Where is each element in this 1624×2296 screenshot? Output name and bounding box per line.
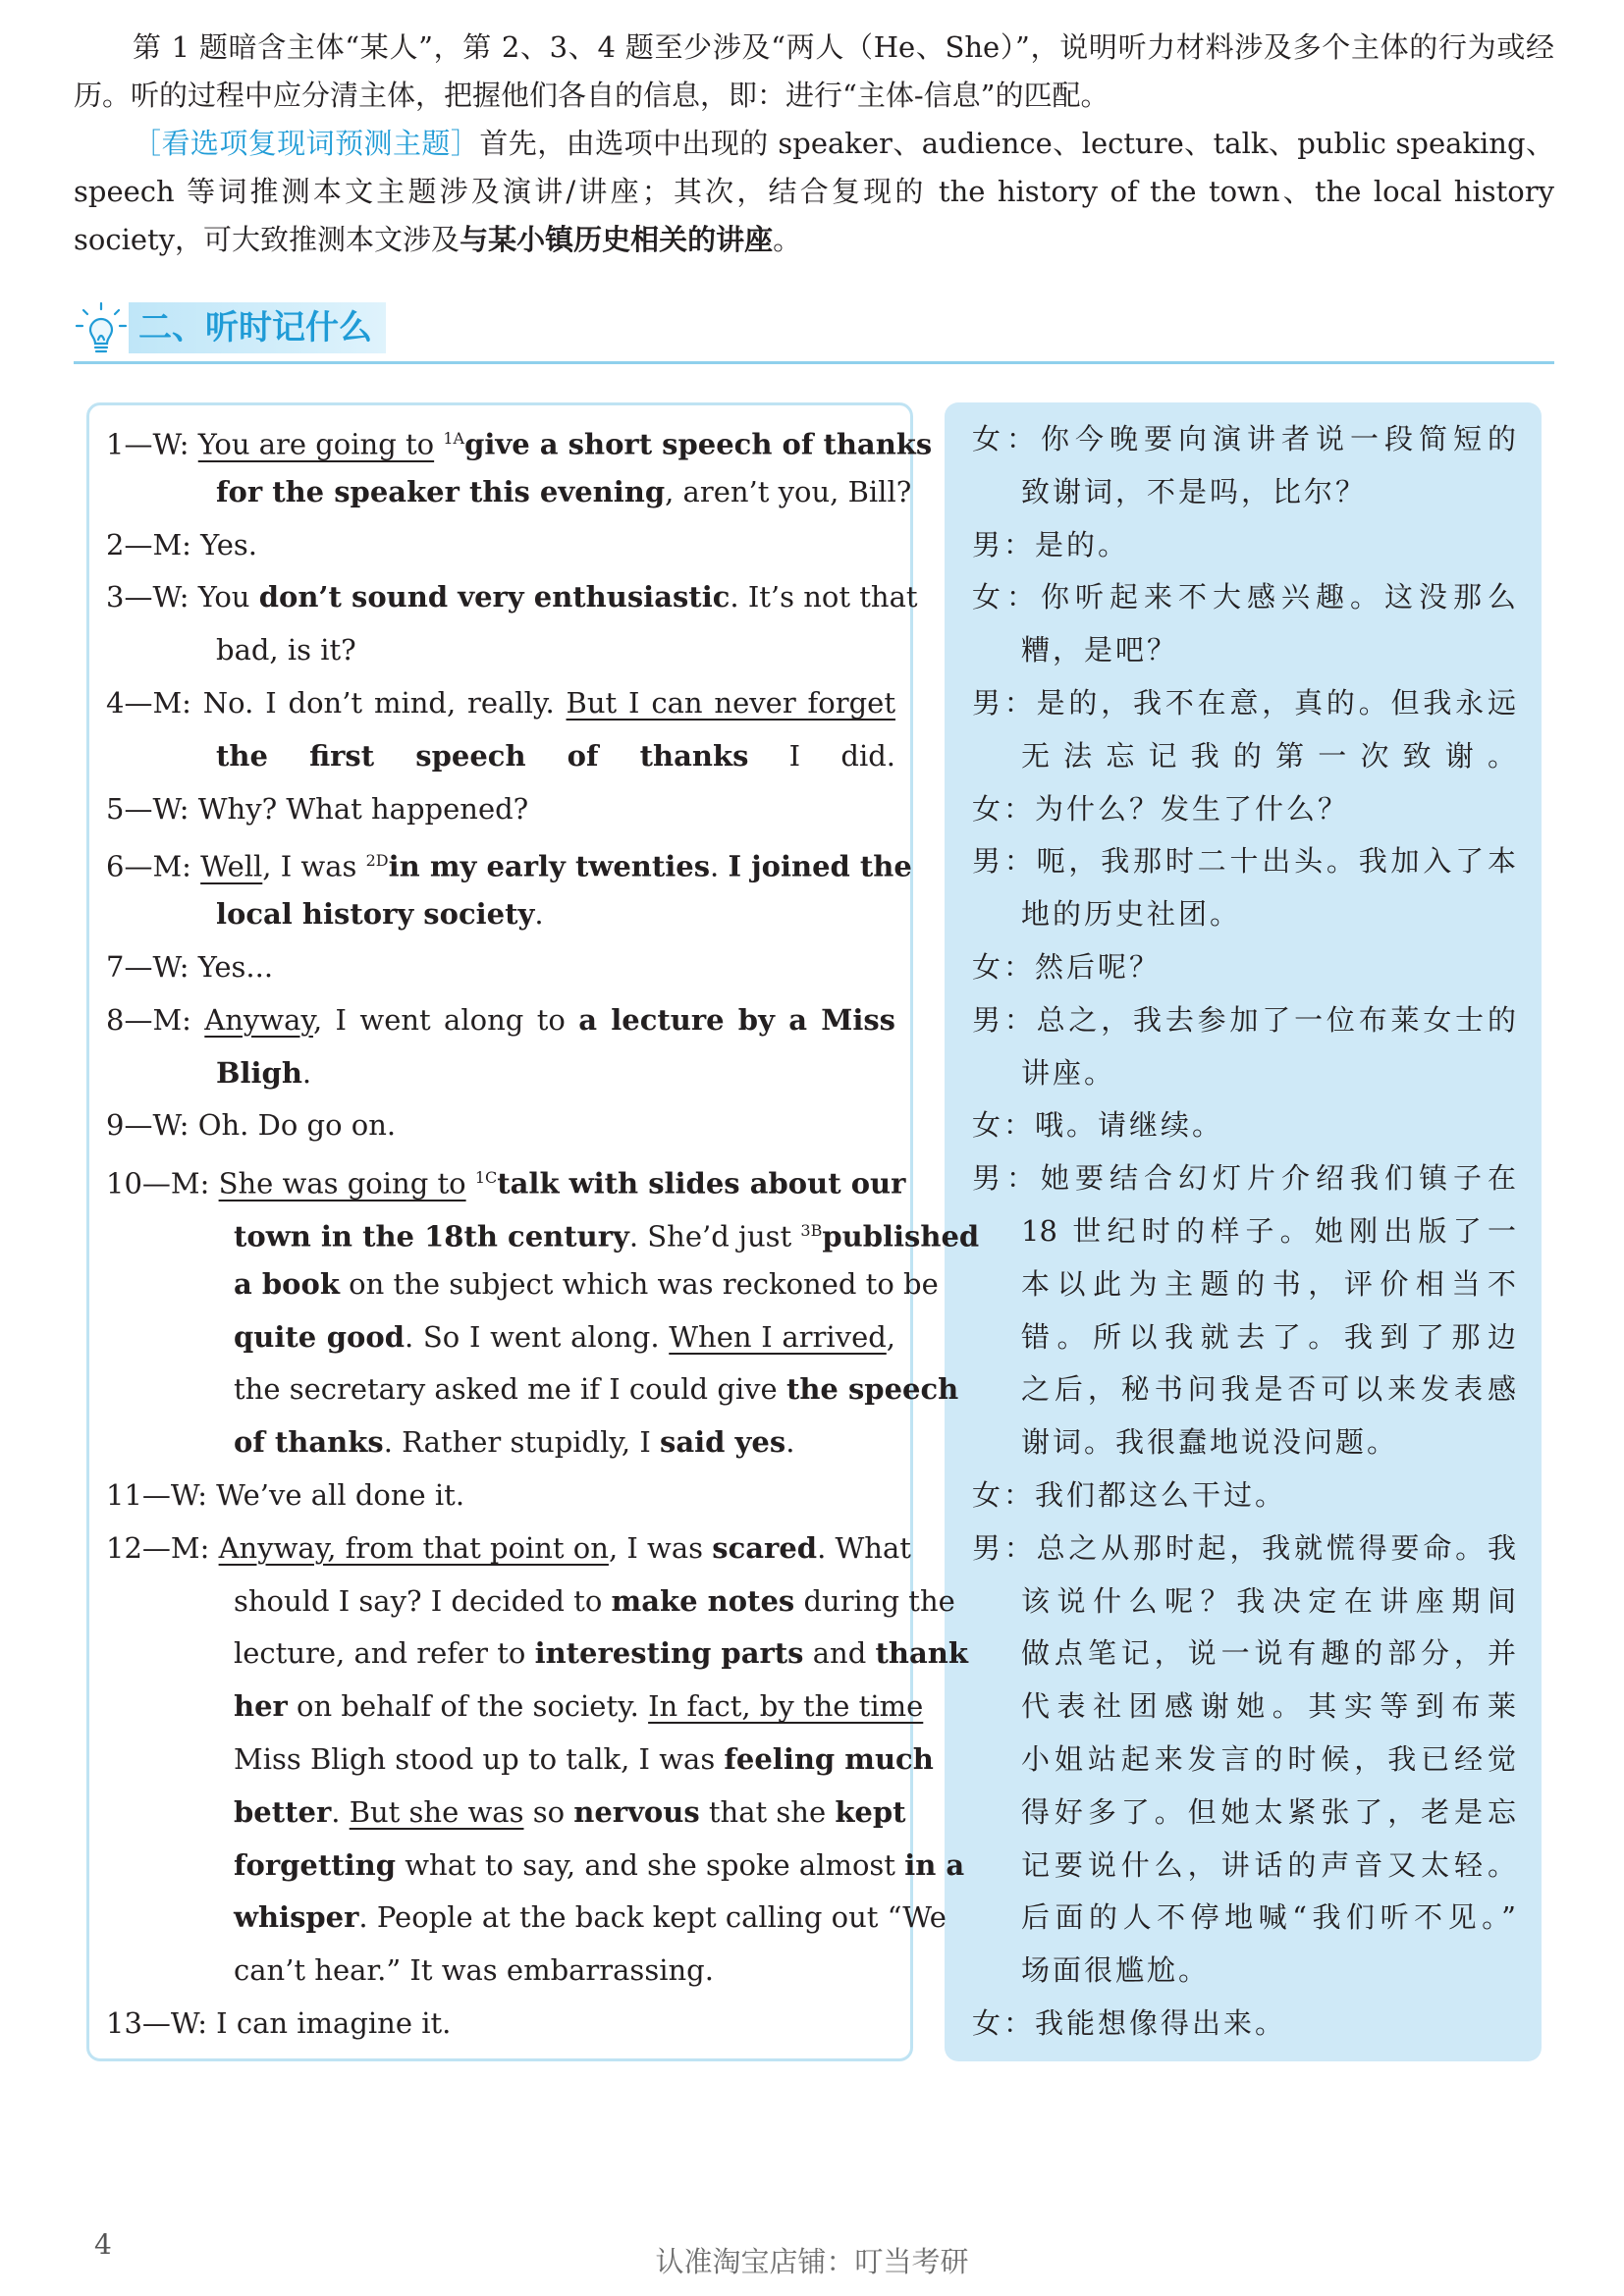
key-phrase: local history society (216, 897, 535, 932)
transcript-line (106, 1997, 451, 2050)
translation-line: 小姐站起来发言的时候，我已经觉 (1021, 1742, 1516, 1776)
transcript-line (106, 1098, 396, 1151)
transcript-line (234, 1786, 906, 1839)
question-ref-tag: 1C (474, 1168, 498, 1188)
transcript-text: 6—M: (106, 850, 201, 884)
intro (74, 24, 1554, 264)
signal-phrase: Anyway (204, 1002, 313, 1037)
intro-paragraph-2 (74, 120, 1554, 264)
transcript-text: , (886, 1319, 896, 1354)
key-phrase: for the speaker this evening (216, 474, 666, 508)
transcript-line (106, 1151, 906, 1204)
translation-line: 女：哦。请继续。 (972, 1108, 1224, 1143)
transcript-line (234, 1627, 968, 1680)
signal-phrase: Anyway, from that point on (218, 1530, 609, 1565)
signal-phrase: But she was (349, 1794, 524, 1829)
translation-line: 谢词。我很蠢地说没问题。 (1021, 1425, 1399, 1460)
transcript-line (234, 1839, 965, 1892)
translation-line: 本以此为主题的书，评价相当不 (1021, 1266, 1516, 1301)
transcript-line (106, 676, 895, 729)
transcript-line (216, 887, 544, 940)
key-phrase: thank (875, 1636, 968, 1671)
key-phrase: a lecture by a Miss (578, 1002, 895, 1037)
transcript-text: 5—W: Why? What happened? (106, 791, 529, 826)
key-phrase: said yes (660, 1425, 786, 1460)
translation-line: 糟，是吧？ (1021, 633, 1179, 667)
transcript-text: lecture, and refer to (234, 1636, 535, 1671)
signal-phrase: In fact, by the time (648, 1689, 924, 1724)
translation-line: 女：你今晚要向演讲者说一段简短的 (972, 422, 1516, 455)
transcript-text: . People at the back kept calling out “We (358, 1900, 947, 1935)
section-title: 二、听时记什么 (129, 302, 386, 353)
transcript-text: the secretary asked me if I could give (234, 1372, 786, 1407)
transcript-text: 2—M: Yes. (106, 527, 258, 561)
intro-p2-end: 。 (773, 223, 802, 256)
transcript-text: on the subject which was reckoned to be (339, 1266, 939, 1301)
key-phrase: quite good (234, 1319, 406, 1354)
transcript-text: , aren’t you, Bill? (665, 474, 912, 508)
transcript-text: 10—M: (106, 1166, 219, 1201)
translation-line: 女：然后呢？ (972, 950, 1162, 984)
transcript-line (234, 1204, 980, 1257)
translation-line: 男：总之从那时起，我就慌得要命。我 (972, 1530, 1516, 1565)
transcript-text: 13—W: I can imagine it. (106, 2006, 452, 2040)
translation-line: 男：呃，我那时二十出头。我加入了本 (972, 844, 1516, 879)
translation-line: 该说什么呢？我决定在讲座期间 (1021, 1583, 1516, 1618)
signal-phrase: She was going to (218, 1166, 466, 1201)
transcript-line (234, 1733, 934, 1786)
page-number: 4 (94, 2228, 112, 2261)
transcript-line (106, 1468, 464, 1522)
transcript-text: . (331, 1794, 350, 1829)
key-phrase: in my early twenties (388, 850, 711, 884)
key-phrase: the first speech of thanks (216, 738, 749, 773)
key-phrase: make notes (611, 1583, 795, 1618)
lightbulb-icon (74, 300, 129, 359)
transcript-text: and (803, 1636, 876, 1671)
intro-p2-bold: 与某小镇历史相关的讲座 (460, 223, 774, 256)
translation-line: 错。所以我就去了。我到了那边 (1021, 1319, 1516, 1354)
translation-line: 女：我们都这么干过。 (972, 1478, 1287, 1512)
transcript-line (234, 1415, 794, 1468)
key-phrase: talk with slides about our (497, 1166, 906, 1201)
translation-line: 致谢词，不是吗，比尔？ (1021, 474, 1368, 508)
key-phrase: I joined the (728, 850, 912, 884)
transcript-text: 8—M: (106, 1002, 205, 1037)
key-phrase: nervous (573, 1794, 700, 1829)
transcript-line (234, 1680, 924, 1733)
transcript-line (216, 1046, 311, 1099)
intro-p2-text: 首先，由选项中出现的 speaker、audience、lecture、talk、public speaking、speech 等词推测本文主题涉及演讲/讲座；其次，结合复现的 the history of the town、the local history society，可大致推测本文涉及 (74, 127, 1554, 256)
transcript-text: on behalf of the society. (287, 1689, 649, 1724)
key-phrase: the speech (785, 1372, 959, 1407)
signal-phrase: You are going to (197, 427, 435, 461)
transcript-text: Miss Bligh stood up to talk, I was (234, 1742, 725, 1776)
key-phrase: whisper (234, 1900, 359, 1935)
translation-line: 后面的人不停地喊“我们听不见。” (1021, 1900, 1516, 1935)
key-phrase: scared (712, 1530, 818, 1565)
translation-line: 代表社团感谢她。其实等到布莱 (1021, 1689, 1516, 1724)
key-phrase: feeling much (724, 1742, 934, 1776)
transcript-text: 1—W: (106, 427, 198, 461)
transcript-text: . So I went along. (405, 1319, 670, 1354)
transcript-line (216, 623, 356, 676)
transcript-text: . (710, 850, 729, 884)
key-phrase: don’t sound very enthusiastic (258, 580, 731, 614)
key-phrase: of thanks (234, 1425, 384, 1460)
key-phrase: better (234, 1794, 332, 1829)
transcript-text: . What (817, 1530, 911, 1565)
transcript-line (106, 782, 528, 835)
transcript-text: 7—W: Yes... (106, 950, 274, 984)
translation-line: 得好多了。但她太紧张了，老是忘 (1021, 1794, 1516, 1829)
transcript-text: 12—M: (106, 1530, 219, 1565)
translation-line: 男：是的，我不在意，真的。但我永远 (972, 686, 1516, 720)
transcript-line (234, 1362, 959, 1415)
intro-paragraph-1: 第 1 题暗含主体“某人”，第 2、3、4 题至少涉及“两人（He、She）”，说明听力材料涉及多个主体的行为或经历。听的过程中应分清主体，把握他们各自的信息，即：进行“主体-信息”的匹配。 (74, 30, 1554, 112)
transcript-text: , I was (262, 850, 366, 884)
signal-phrase: When I arrived (669, 1319, 887, 1354)
translation-line: 无法忘记我的第一次致谢。 (1021, 738, 1516, 773)
section-header (74, 300, 1554, 364)
transcript-text: that she (699, 1794, 836, 1829)
transcript-line (106, 993, 895, 1046)
key-phrase: kept (835, 1794, 906, 1829)
transcript-text: . Rather stupidly, I (383, 1425, 661, 1460)
translation-line: 场面很尴尬。 (1021, 1953, 1211, 1988)
translation-line: 之后，秘书问我是否可以来发表感 (1021, 1372, 1516, 1407)
transcript-line (106, 1522, 911, 1575)
translation-line: 讲座。 (1021, 1055, 1116, 1090)
key-phrase: a book (234, 1266, 340, 1301)
transcript-text: . She’d just (628, 1219, 801, 1254)
transcript-text: . It’s not that (730, 580, 918, 614)
transcript-line (234, 1944, 714, 1997)
key-phrase: her (234, 1689, 288, 1724)
transcript-text: , I was (608, 1530, 713, 1565)
translation-line: 记要说什么，讲话的声音又太轻。 (1021, 1847, 1516, 1882)
signal-phrase: Well (200, 850, 263, 884)
tip-tag: ［看选项复现词预测主题］ (133, 127, 480, 160)
question-ref-tag: 1A (443, 429, 465, 448)
transcript-line (106, 834, 912, 887)
translation-line: 地的历史社团。 (1021, 897, 1242, 932)
key-phrase: interesting parts (534, 1636, 804, 1671)
transcript-text: 11—W: We’ve all done it. (106, 1478, 465, 1512)
translation-line: 女：我能想像得出来。 (972, 2006, 1287, 2040)
transcript-line (106, 412, 933, 465)
transcript-text: 3—W: You (106, 580, 259, 614)
transcript-text: bad, is it? (216, 633, 356, 667)
transcript-text: what to say, and she spoke almost (396, 1847, 905, 1882)
transcript-line (234, 1575, 955, 1628)
transcript-line (234, 1310, 895, 1363)
translation-line: 女：你听起来不大感兴趣。这没那么 (972, 580, 1516, 614)
key-phrase: give a short speech of thanks (464, 427, 933, 461)
transcript-line (106, 518, 257, 571)
key-phrase: forgetting (234, 1847, 396, 1882)
transcript-text: I did. (748, 738, 895, 773)
translation-line: 男：她要结合幻灯片介绍我们镇子在 (972, 1161, 1516, 1196)
transcript-text: so (523, 1794, 574, 1829)
transcript-text: can’t hear.” It was embarrassing. (234, 1953, 714, 1988)
transcript-text: . (785, 1425, 795, 1460)
footer-watermark: 认准淘宝店铺：叮当考研 (655, 2245, 969, 2278)
question-ref-tag: 2D (365, 851, 389, 871)
translation-line: 18 世纪时的样子。她刚出版了一 (1021, 1214, 1516, 1248)
translation-line: 男：总之，我去参加了一位布莱女士的 (972, 1002, 1516, 1037)
transcript-text: . (534, 897, 544, 932)
transcript-text: should I say? I decided to (234, 1583, 612, 1618)
transcript-line (216, 729, 895, 782)
key-phrase: town in the 18th century (234, 1219, 629, 1254)
translation-line: 男：是的。 (972, 527, 1130, 561)
transcript-line (106, 940, 273, 993)
transcript-text: 4—M: No. I don’t mind, really. (106, 686, 567, 720)
transcript-text: , I went along to (312, 1002, 579, 1037)
transcript-line (106, 570, 918, 623)
transcript-line (234, 1257, 939, 1310)
key-phrase: in a (904, 1847, 965, 1882)
translation-line: 做点笔记，说一说有趣的部分，并 (1021, 1636, 1516, 1671)
transcript-text (434, 428, 443, 461)
transcript-line (234, 1891, 947, 1944)
signal-phrase: But I can never forget (566, 686, 895, 720)
translation-line: 女：为什么？发生了什么？ (972, 791, 1350, 826)
transcript-text (466, 1167, 475, 1201)
key-phrase: Bligh (216, 1055, 302, 1090)
transcript-text: during the (794, 1583, 955, 1618)
question-ref-tag: 3B (800, 1221, 823, 1240)
key-phrase: published (822, 1219, 980, 1254)
transcript-text: . (301, 1055, 312, 1090)
transcript-line (216, 465, 912, 518)
transcript-text: 9—W: Oh. Do go on. (106, 1108, 397, 1143)
